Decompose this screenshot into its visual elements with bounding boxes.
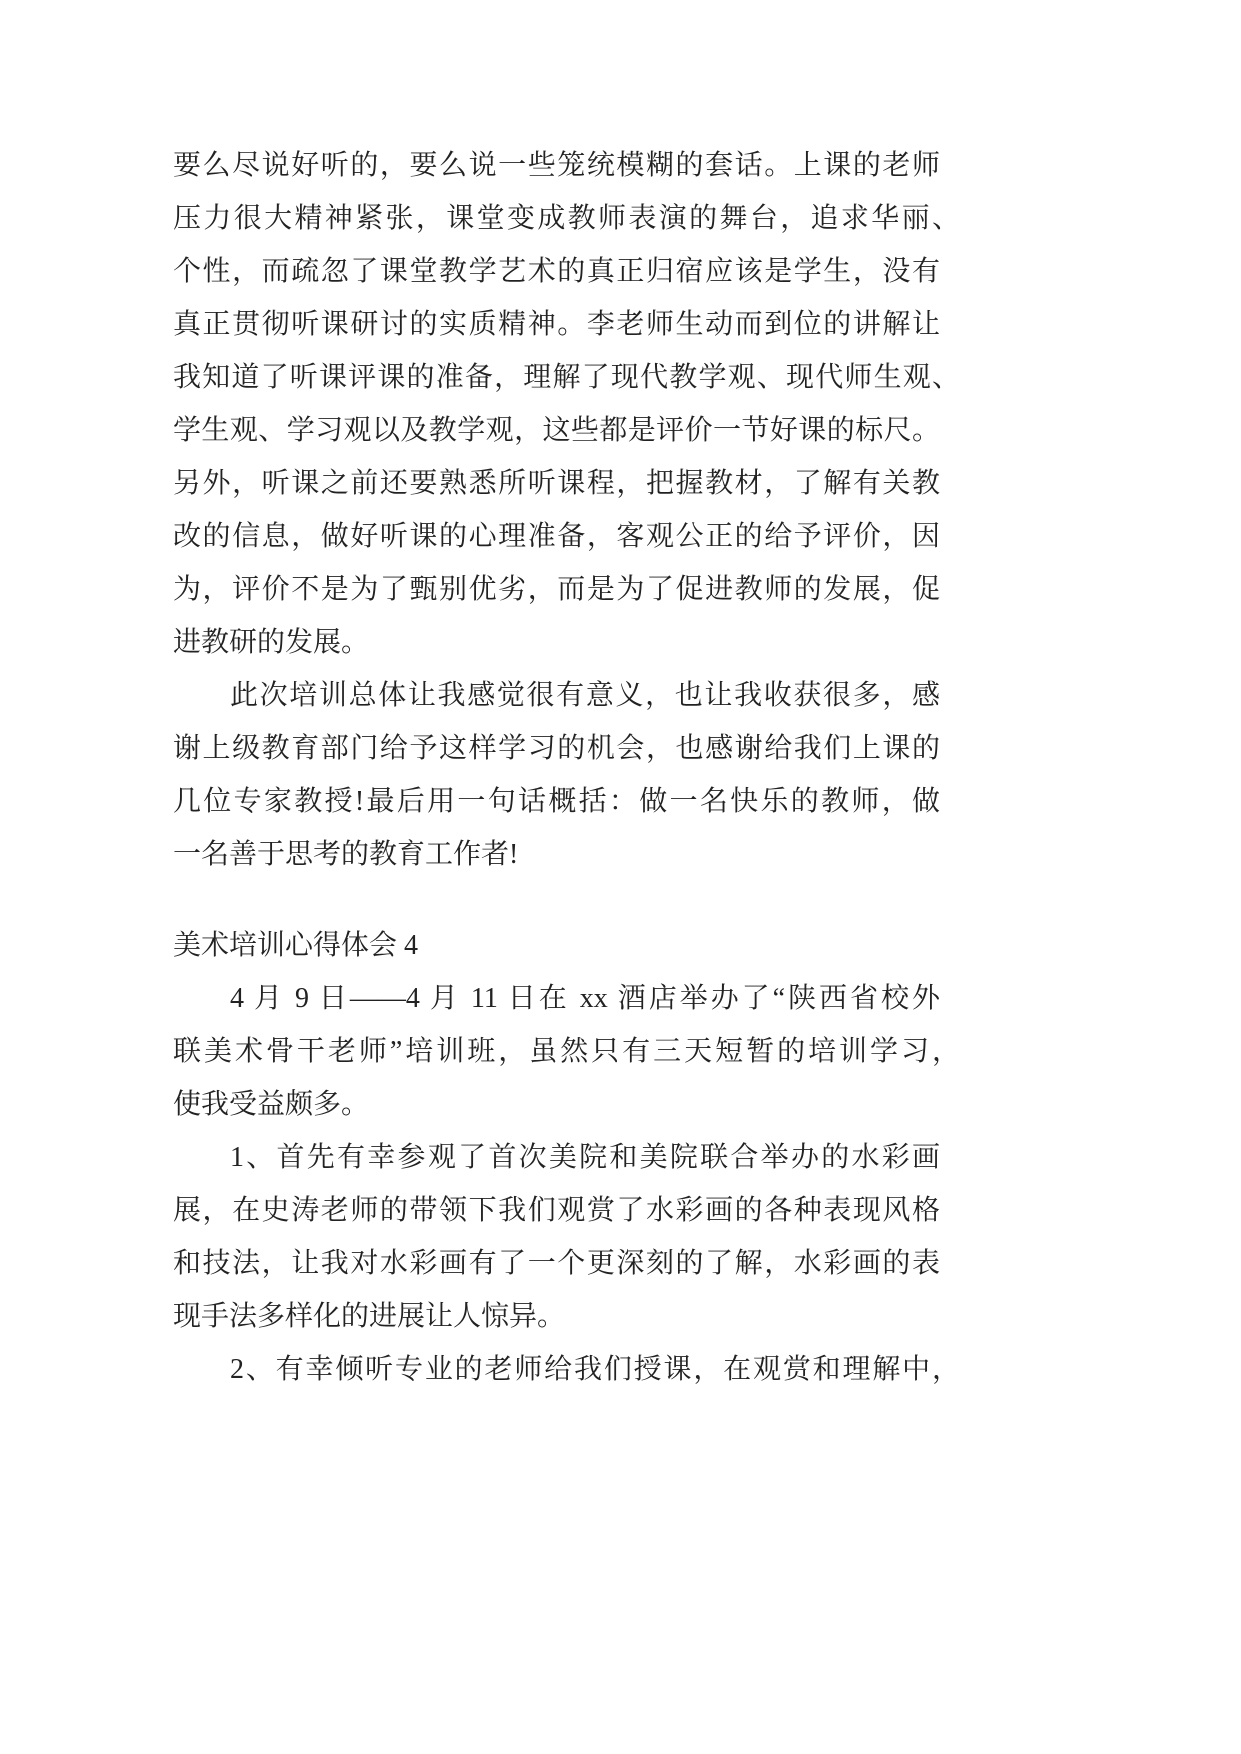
text-line: 4 月 9 日——4 月 11 日在 xx 酒店举办了“陕西省校外 [230,983,940,1014]
paragraph-intro [173,972,960,1131]
text-line: 学生观、学习观以及教学观，这些都是评价一节好课的标尺。 [173,415,940,446]
text-line: 使我受益颇多。 [173,1089,370,1120]
text-line: 个性，而疏忽了课堂教学艺术的真正归宿应该是学生，没有 [173,256,940,287]
text-line: 现手法多样化的进展让人惊异。 [173,1301,566,1332]
text-line: 改的信息，做好听课的心理准备，客观公正的给予评价，因 [173,521,940,552]
paragraph-point-2 [173,1343,960,1396]
text-line: 2、有幸倾听专业的老师给我们授课，在观赏和理解中， [230,1354,960,1385]
text-line: 另外，听课之前还要熟悉所听课程，把握教材，了解有关教 [173,468,940,499]
text-line: 要么尽说好听的，要么说一些笼统模糊的套话。上课的老师 [173,150,940,181]
text-line: 联美术骨干老师”培训班，虽然只有三天短暂的培训学习， [173,1036,960,1067]
paragraph-conclusion [173,669,940,881]
text-line: 压力很大精神紧张，课堂变成教师表演的舞台，追求华丽、 [173,203,960,234]
text-line: 和技法，让我对水彩画有了一个更深刻的了解，水彩画的表 [173,1248,940,1279]
section-heading: 美术培训心得体会 4 [173,930,419,961]
text-column [173,139,960,1396]
text-line: 展，在史涛老师的带领下我们观赏了水彩画的各种表现风格 [173,1195,940,1226]
text-line: 我知道了听课评课的准备，理解了现代教学观、现代师生观、 [173,362,960,393]
text-line: 进教研的发展。 [173,627,370,658]
text-line: 几位专家教授!最后用一句话概括：做一名快乐的教师，做 [173,786,940,817]
text-line: 谢上级教育部门给予这样学习的机会，也感谢给我们上课的 [173,733,940,764]
text-line: 此次培训总体让我感觉很有意义，也让我收获很多，感 [230,680,940,711]
paragraph-continued [173,139,960,669]
text-line: 真正贯彻听课研讨的实质精神。李老师生动而到位的讲解让 [173,309,940,340]
text-line: 一名善于思考的教育工作者! [173,839,519,870]
paragraph-point-1 [173,1131,940,1343]
text-line: 1、首先有幸参观了首次美院和美院联合举办的水彩画 [230,1142,940,1173]
text-line: 为，评价不是为了甄别优劣，而是为了促进教师的发展，促 [173,574,940,605]
